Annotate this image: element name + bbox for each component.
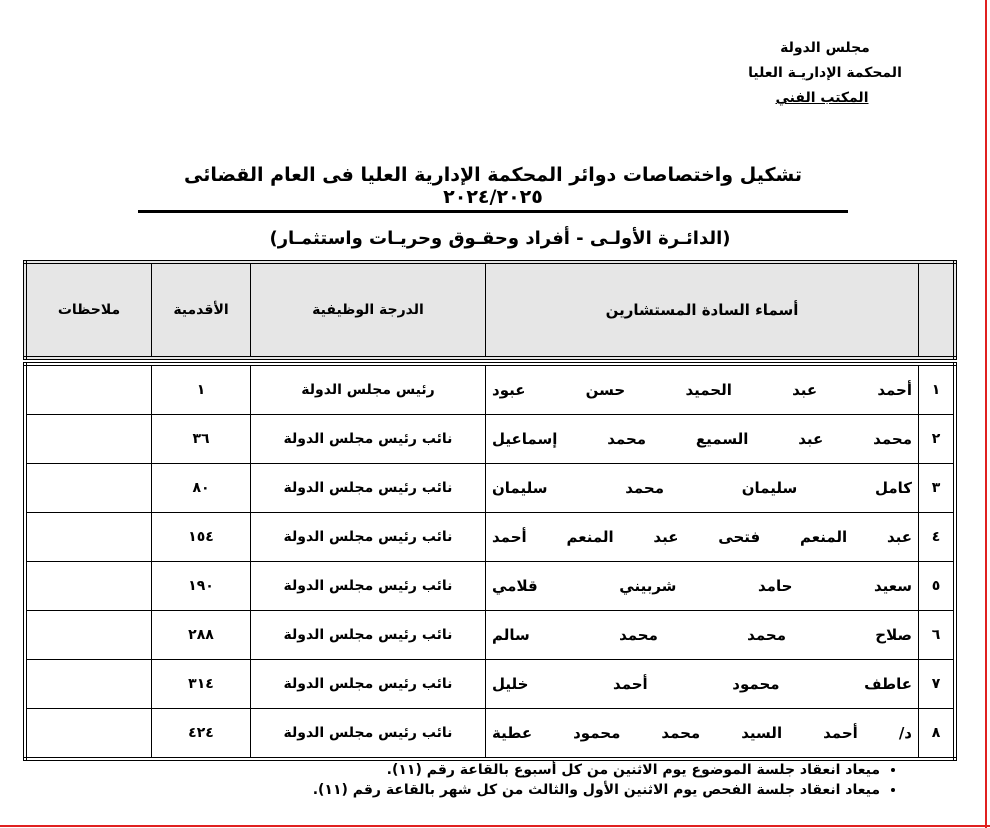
table-row (25, 660, 955, 709)
member-name: كامل سليمان محمد سليمان (486, 464, 919, 513)
member-name: سعيد حامد شربيني قلامي (486, 562, 919, 611)
member-seniority: ٢٨٨ (152, 611, 251, 660)
page-edge-right (985, 0, 987, 828)
table-row (25, 513, 955, 562)
member-seniority: ٨٠ (152, 464, 251, 513)
member-degree: نائب رئيس مجلس الدولة (251, 513, 486, 562)
table-row (25, 364, 955, 415)
member-notes (25, 513, 152, 562)
members-table (23, 362, 957, 761)
member-degree: نائب رئيس مجلس الدولة (251, 660, 486, 709)
col-degree: الدرجة الوظيفية (251, 262, 486, 358)
page-edge-bottom (0, 825, 990, 827)
member-degree: نائب رئيس مجلس الدولة (251, 709, 486, 760)
member-degree: نائب رئيس مجلس الدولة (251, 464, 486, 513)
member-notes (25, 611, 152, 660)
table-row (25, 562, 955, 611)
row-number: ١ (919, 364, 956, 415)
row-number: ٥ (919, 562, 956, 611)
member-notes (25, 364, 152, 415)
notes-list (180, 760, 900, 800)
member-name: عاطف محمود أحمد خليل (486, 660, 919, 709)
row-number: ٧ (919, 660, 956, 709)
header-court: المحكمة الإداريـة العليا (748, 65, 902, 81)
member-degree: نائب رئيس مجلس الدولة (251, 415, 486, 464)
member-name: د/ أحمد السيد محمد محمود عطية (486, 709, 919, 760)
table-row (25, 415, 955, 464)
header-council: مجلس الدولة (780, 40, 870, 56)
member-name: عبد المنعم فتحى عبد المنعم أحمد (486, 513, 919, 562)
circuit-subtitle: (الدائـرة الأولـى - أفراد وحقـوق وحريـات واستثمـار) (269, 228, 731, 249)
member-notes (25, 562, 152, 611)
col-number (919, 262, 956, 358)
member-name: أحمد عبد الحميد حسن عبود (486, 364, 919, 415)
member-seniority: ١٩٠ (152, 562, 251, 611)
member-notes (25, 415, 152, 464)
member-name: محمد عبد السميع محمد إسماعيل (486, 415, 919, 464)
row-number: ٦ (919, 611, 956, 660)
table-row (25, 709, 955, 760)
note-item: • ميعاد انعقاد جلسة الموضوع يوم الاثنين من كل أسبوع بالقاعة رقم (١١). (180, 760, 880, 780)
row-number: ٣ (919, 464, 956, 513)
member-notes (25, 660, 152, 709)
document-title: تشكيل واختصاصات دوائر المحكمة الإدارية العليا فى العام القضائى ٢٠٢٤/٢٠٢٥ (138, 164, 848, 213)
member-notes (25, 709, 152, 760)
table-row (25, 611, 955, 660)
table-header (23, 260, 957, 360)
member-degree: رئيس مجلس الدولة (251, 364, 486, 415)
member-seniority: ٤٢٤ (152, 709, 251, 760)
row-number: ٢ (919, 415, 956, 464)
member-seniority: ١ (152, 364, 251, 415)
header-office: المكتب الفني (775, 90, 869, 106)
col-seniority: الأقدمية (152, 262, 251, 358)
member-degree: نائب رئيس مجلس الدولة (251, 611, 486, 660)
member-seniority: ١٥٤ (152, 513, 251, 562)
member-degree: نائب رئيس مجلس الدولة (251, 562, 486, 611)
member-name: صلاح محمد محمد سالم (486, 611, 919, 660)
member-seniority: ٣٦ (152, 415, 251, 464)
row-number: ٤ (919, 513, 956, 562)
note-item: • ميعاد انعقاد جلسة الفحص يوم الاثنين الأول والثالث من كل شهر بالقاعة رقم (١١). (180, 780, 880, 800)
col-notes: ملاحظات (25, 262, 152, 358)
member-notes (25, 464, 152, 513)
row-number: ٨ (919, 709, 956, 760)
member-seniority: ٣١٤ (152, 660, 251, 709)
table-row (25, 464, 955, 513)
col-names: أسماء السادة المستشارين (486, 262, 919, 358)
